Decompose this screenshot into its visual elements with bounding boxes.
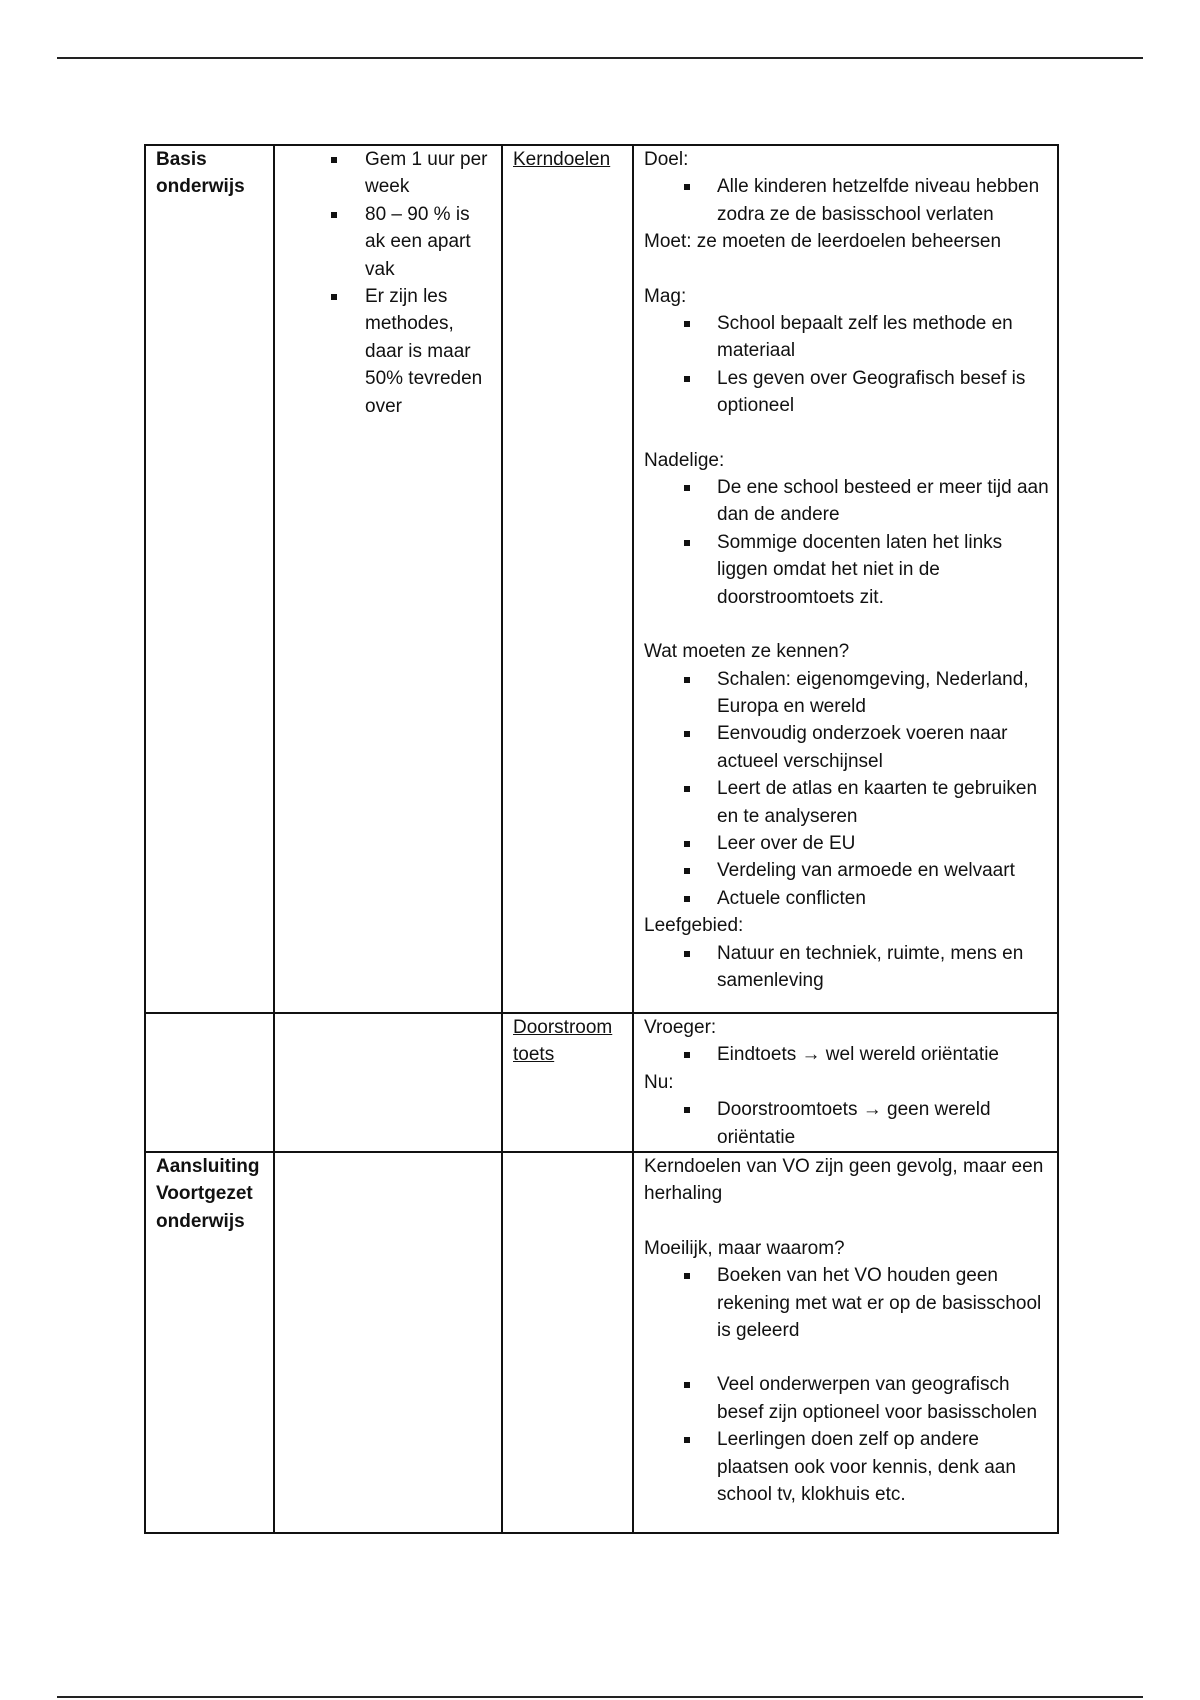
table-row [145,145,1058,1013]
topic-label: Aansluiting Voortgezet onderwijs [156,1156,260,1232]
section-list [644,940,1049,995]
details-cell [633,1013,1058,1152]
section-heading: Vroeger: [644,1017,717,1038]
list-item: Sommige docenten laten het links liggen omdat het niet in de doorstroomtoets zit. [717,529,1049,611]
table-row [145,1013,1058,1152]
list-item: Er zijn les methodes, daar is maar 50% tevreden over [365,283,493,420]
subtopic-cell [502,1013,633,1152]
section-list [644,1262,1049,1344]
list-item: Eindtoets → wel wereld oriëntatie [717,1041,1049,1068]
list-item: Eenvoudig onderzoek voeren naar actueel verschijnsel [717,720,1049,775]
topic-cell [145,145,274,1013]
info-cell [274,1013,502,1152]
section-list [644,1371,1049,1508]
section-heading: Wat moeten ze kennen? [644,641,850,663]
info-list [285,146,493,420]
subtopic-label: Doorstroom toets [513,1017,613,1066]
info-cell [274,1152,502,1533]
topic-cell [145,1152,274,1533]
footer-rule [57,1696,1143,1698]
list-item: Natuur en techniek, ruimte, mens en samenleving [717,940,1049,995]
subtopic-cell [502,145,633,1013]
topic-cell [145,1013,274,1152]
list-item: Leert de atlas en kaarten te gebruiken en te analyseren [717,775,1049,830]
section-heading: Nadelige: [644,449,725,471]
list-item: Les geven over Geografisch besef is optioneel [717,365,1049,420]
list-item: School bepaalt zelf les methode en materiaal [717,310,1049,365]
list-item: De ene school besteed er meer tijd aan dan de andere [717,474,1049,529]
info-cell [274,145,502,1013]
section-heading: Leefgebied: [644,915,744,937]
section-list [644,474,1049,611]
list-item: Veel onderwerpen van geografisch besef zijn optioneel voor basisscholen [717,1371,1049,1426]
section-heading: Nu: [644,1071,674,1093]
list-item: Gem 1 uur per week [365,146,493,201]
section-list [644,310,1049,420]
section-heading: Doel: [644,149,689,170]
header-rule [57,57,1143,59]
section-list [644,1041,1049,1068]
subtopic-label: Kerndoelen [513,149,611,170]
list-item: Boeken van het VO houden geen rekening met wat er op de basisschool is geleerd [717,1262,1049,1344]
section-list [644,666,1049,913]
table-row [145,1152,1058,1533]
section-list [644,1096,1049,1151]
list-item: 80 – 90 % is ak een apart vak [365,201,493,283]
section-heading: Moet: ze moeten de leerdoelen beheersen [644,231,1002,253]
section-heading: Moeilijk, maar waarom? [644,1237,845,1259]
list-item: Schalen: eigenomgeving, Nederland, Europa en wereld [717,666,1049,721]
details-cell [633,1152,1058,1533]
subtopic-cell [502,1152,633,1533]
list-item: Actuele conflicten [717,885,1049,912]
list-item: Alle kinderen hetzelfde niveau hebben zodra ze de basisschool verlaten [717,173,1049,228]
section-heading: Mag: [644,285,687,307]
details-cell [633,145,1058,1013]
list-item: Leerlingen doen zelf op andere plaatsen ook voor kennis, denk aan school tv, klokhuis etc. [717,1426,1049,1508]
list-item: Verdeling van armoede en welvaart [717,857,1049,884]
notes-table [144,144,1059,1534]
section-list [644,173,1049,228]
list-item: Doorstroomtoets → geen wereld oriëntatie [717,1096,1049,1151]
list-item: Leer over de EU [717,830,1049,857]
topic-label: Basis onderwijs [156,149,245,198]
section-heading: Kerndoelen van VO zijn geen gevolg, maar een herhaling [644,1156,1044,1205]
